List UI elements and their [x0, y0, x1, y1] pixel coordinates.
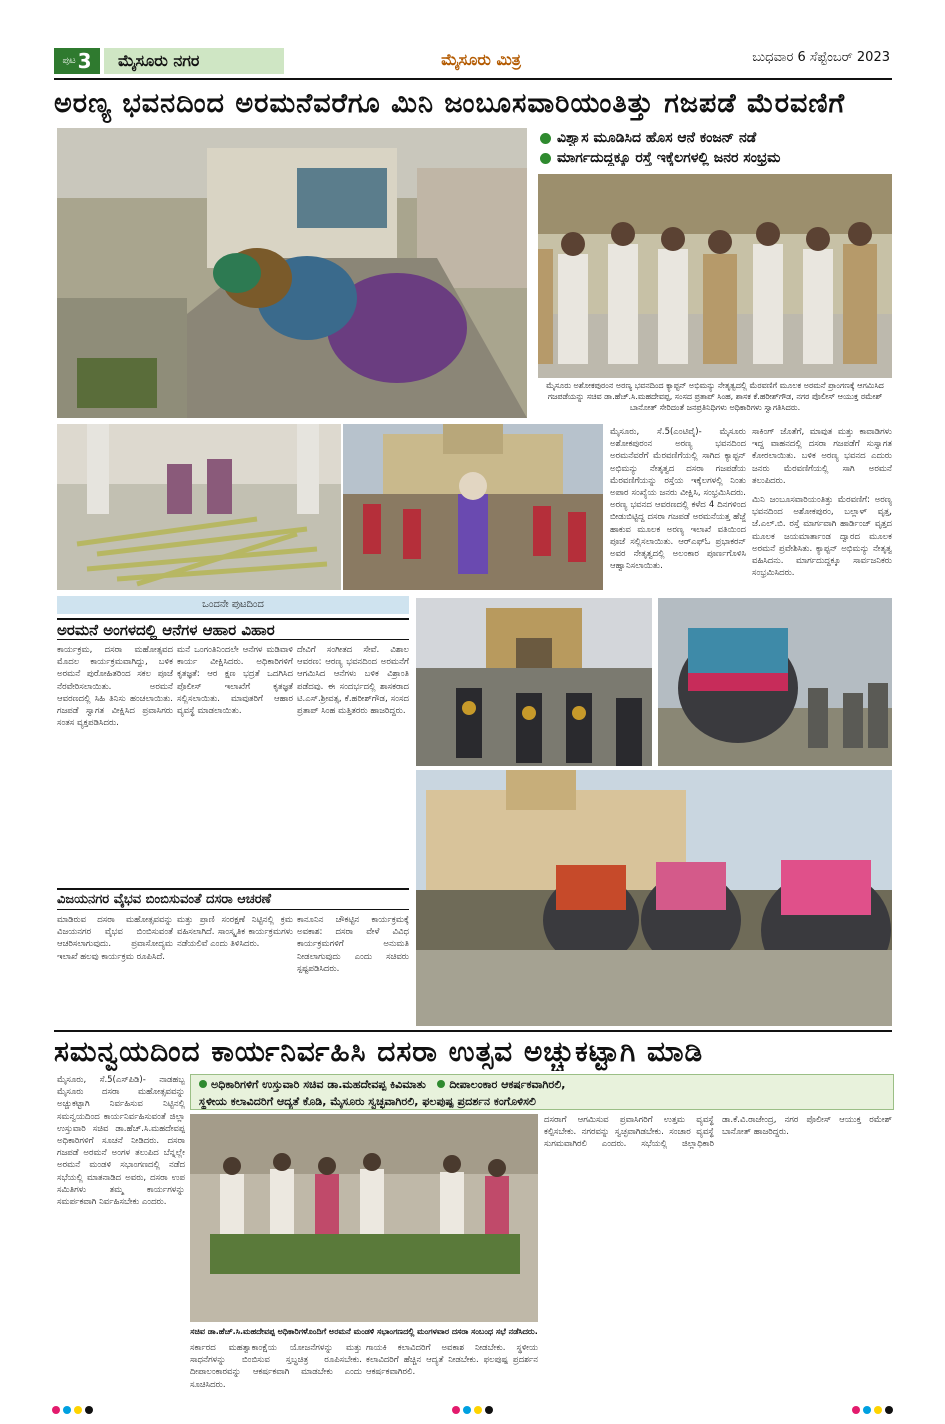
section-title: ಮೈಸೂರು ನಗರ — [104, 48, 284, 74]
newspaper-logo: ಮೈಸೂರು ಮಿತ್ರ — [441, 50, 521, 69]
lead-body-col-2b: ಮಿನಿ ಜಂಬೂಸವಾರಿಯಂತಿತ್ತು ಮೆರವಣಿಗೆ: ಅರಣ್ಯ ಭವನದಿಂದ ಅಶೋಕಪುರಂ, ಬಲ್ಲಾಳ್ ವೃತ್ತ, ಜೆ.ಎಲ್.ಬಿ. ರಸ್ತೆ ಮಾರ್ಗವಾಗಿ ಹಾರ್ಡಿಂಜ್ ವೃತ್ತದ ಮೂಲಕ ಜಯಮಾರ್ತಾಂಡ ದ್ವಾರದ ಮೂಲಕ ಅರಮನೆ ಪ್ರವೇಶಿಸಿತು. ಕ್ಯಾಪ್ಟನ್ ಅಭಿಮನ್ಯು ನೇತೃತ್ವ ವಹಿಸಿದನು. ಮಾರ್ಗದುದ್ದಕ್ಕೂ ಸಾರ್ವಜನಿಕರು ಸಂಭ್ರಮಿಸಿದರು. — [752, 495, 892, 579]
photo-sugarcane — [57, 424, 341, 590]
story2-headline: ಅರಮನೆ ಅಂಗಳದಲ್ಲಿ ಆನೆಗಳ ಆಹಾರ ವಿಹಾರ — [57, 618, 409, 640]
photo-sugarcane-image — [57, 424, 341, 590]
lead-bullet-1 — [540, 130, 892, 146]
story3-bullet-3: ಸ್ಥಳೀಯ ಕಲಾವಿದರಿಗೆ ಆದ್ಯತೆ ಕೊಡಿ, ಮೈಸೂರು ಸ್ವಚ್ಛವಾಗಿರಲಿ, ಫಲಪುಷ್ಪ ಪ್ರದರ್ಶನ ಕಂಗೊಳಿಸಲಿ — [199, 1095, 536, 1108]
photo-palace-gate-band-image — [416, 598, 652, 766]
photo-decorated-elephant-image — [658, 598, 892, 766]
photo-folk-dancers-image — [343, 424, 603, 590]
story2-col-3: ದೇವಿಗೆ ಸಂಗೀತದ ಸೇವೆ. ವಿಶಾಲ ಆವರಣ: ಆರಣ್ಯ ಭವನದಿಂದ ಅರಮನೆಗೆ ಆಗಮಿಸಿದ ಆನೆಗಳು ಬಳಿಕ ವಿಶ್ರಾಂತಿ ಪಡೆದವು. ಈ ಸಂದರ್ಭದಲ್ಲಿ ಶಾಸಕರಾದ ಟಿ.ಎಸ್.ಶ್ರೀವತ್ಸ, ಕೆ.ಹರೀಶ್‌ಗೌಡ, ಸಂಸದ ಪ್ರತಾಪ್ ಸಿಂಹ ಮತ್ತಿತರರು ಹಾಜರಿದ್ದರು. — [297, 645, 409, 717]
bullet-dot — [199, 1080, 207, 1088]
page-label: ಪುಟ — [62, 56, 76, 66]
lead-body-col-2: ಸಾಕಿಂಗ್ ಜೊತೆಗೆ, ಮಾವುತ ಮತ್ತು ಕಾವಾಡಿಗಳು ಇದ್ದ ವಾಹನದಲ್ಲಿ ದಸರಾ ಗಜಪಡೆಗೆ ಸುಸ್ವಾಗತ ಕೋರಲಾಯಿತು. ಬಳಿಕ ಅರಣ್ಯ ಭವನದ ಎದುರು ಜನರು ಮೆರವಣಿಗೆಯಲ್ಲಿ ಸಾಗಿ ಅರಮನೆ ತಲುಪಿದರು. — [752, 427, 892, 486]
story3-bullet-2: ದೀಪಾಲಂಕಾರ ಆಕರ್ಷಕವಾಗಿರಲಿ, — [449, 1078, 566, 1091]
print-registration-marks-center — [452, 1406, 493, 1414]
bullet-dot — [540, 133, 551, 144]
magenta-mark — [52, 1406, 60, 1414]
yellow-mark — [874, 1406, 882, 1414]
photo-palace-gate-band — [416, 598, 652, 766]
photo-officials-group — [538, 174, 892, 378]
photo-elephant-procession-image — [57, 128, 527, 418]
cyan-mark — [463, 1406, 471, 1414]
yellow-mark — [74, 1406, 82, 1414]
story3-col-1: ಮೈಸೂರು, ಸೆ.5(ಎಸ್‌ಪಿಡಿ)- ನಾಡಹಬ್ಬ ಮೈಸೂರು ದಸರಾ ಮಹೋತ್ಸವವನ್ನು ಅಚ್ಚುಕಟ್ಟಾಗಿ ನಿರ್ವಹಿಸುವ ನಿಟ್ಟಿನಲ್ಲಿ ಸಮನ್ವಯದಿಂದ ಕಾರ್ಯನಿರ್ವಹಿಸುವಂತೆ ಜಿಲ್ಲಾ ಉಸ್ತುವಾರಿ ಸಚಿವ ಡಾ.ಹೆಚ್.ಸಿ.ಮಹದೇವಪ್ಪ ಅಧಿಕಾರಿಗಳಿಗೆ ಸೂಚನೆ ನೀಡಿದರು. ದಸರಾ ಗಜಪಡೆ ಅರಮನೆ ಅಂಗಳ ತಲುಪಿದ ಬೆನ್ನಲ್ಲೇ ಅರಮನೆ ಮಂಡಳಿ ಸಭಾಂಗಣದಲ್ಲಿ ನಡೆದ ಸಭೆಯಲ್ಲಿ ಮಾತನಾಡಿದ ಅವರು, ದಸರಾ ಉಪ ಸಮಿತಿಗಳು ತಮ್ಮ ಕಾರ್ಯಗಳನ್ನು ಸಮರ್ಪಕವಾಗಿ ನಿರ್ವಹಿಸಬೇಕು ಎಂದರು. — [57, 1075, 185, 1208]
lead-bullet-1-text: ವಿಶ್ವಾಸ ಮೂಡಿಸಿದ ಹೊಸ ಆನೆ ಕಂಜನ್ ನಡೆ — [557, 130, 757, 146]
black-mark — [485, 1406, 493, 1414]
story3-bullets-bar — [190, 1074, 894, 1110]
story3-col-4: ದಸರಾಗೆ ಆಗಮಿಸುವ ಪ್ರವಾಸಿಗರಿಗೆ ಉತ್ತಮ ವ್ಯವಸ್ಥೆ ಕಲ್ಪಿಸಬೇಕು. ನಗರವನ್ನು ಸ್ವಚ್ಛವಾಗಿಡಬೇಕು. ಸಂಚಾರ ವ್ಯವಸ್ಥೆ ಸುಗಮವಾಗಿರಲಿ ಎಂದರು. ಸಭೆಯಲ್ಲಿ ಜಿಲ್ಲಾಧಿಕಾರಿ ಡಾ.ಕೆ.ವಿ.ರಾಜೇಂದ್ರ, ನಗರ ಪೊಲೀಸ್ ಆಯುಕ್ತ ರಮೇಶ್ ಬಾನೋತ್ ಹಾಜರಿದ್ದರು. — [544, 1115, 892, 1150]
photo-folk-dancers — [343, 424, 603, 590]
black-mark — [885, 1406, 893, 1414]
lead-bullet-2 — [540, 150, 892, 166]
story3-headline: ಸಮನ್ವಯದಿಂದ ಕಾರ್ಯನಿರ್ವಹಿಸಿ ದಸರಾ ಉತ್ಸವ ಅಚ್ಚುಕಟ್ಟಾಗಿ ಮಾಡಿ — [54, 1035, 704, 1068]
photo-dasara-meeting — [190, 1114, 538, 1322]
photo-palace-elephants — [416, 770, 892, 1026]
bullet-dot — [540, 153, 551, 164]
photo-officials-image — [538, 174, 892, 378]
story2-col-2: ಮನೆ ಒಂಗಂತಿನಿಂದಲೇ ಆನೆಗಳ ಮಡಿವಾಳಿ ಕಾರ್ಯ ವೀಕ್ಷಿಸಿದರು. ಅಧಿಕಾರಿಗಳಿಗೆ ಕೃತಜ್ಞತೆ: ಆರ ಕ್ಷಣ ಭದ್ರತೆ ಒದಗಿಸಿದ ಪೊಲೀಸ್ ಇಲಾಖೆಗೆ ಕೃತಜ್ಞತೆ ಸಲ್ಲಿಸಲಾಯಿತು. ಮಾವುತರಿಗೆ ಆಹಾರ ವ್ಯವಸ್ಥೆ ಮಾಡಲಾಯಿತು. — [177, 645, 293, 717]
photo-dasara-meeting-image — [190, 1114, 538, 1322]
bullet-dot — [437, 1080, 445, 1088]
yellow-mark — [474, 1406, 482, 1414]
officials-photo-caption: ಮೈಸೂರು ಅಶೋಕಪುರಂನ ಅರಣ್ಯ ಭವನದಿಂದ ಕ್ಯಾಪ್ಟನ್ ಅಭಿಮನ್ಯು ನೇತೃತ್ವದಲ್ಲಿ ಮೆರವಣಿಗೆ ಮೂಲಕ ಅರಮನೆ ಪ್ರಾಂಗಣಕ್ಕೆ ಆಗಮಿಸಿದ ಗಜಪಡೆಯನ್ನು ಸಚಿವ ಡಾ.ಹೆಚ್.ಸಿ.ಮಹದೇವಪ್ಪ, ಸಂಸದ ಪ್ರತಾಪ್ ಸಿಂಹ, ಶಾಸಕ ಕೆ.ಹರೀಶ್‌ಗೌಡ, ನಗರ ಪೊಲೀಸ್ ಆಯುಕ್ತ ರಮೇಶ್ ಬಾನೋತ್ ಸೇರಿದಂತೆ ಜನಪ್ರತಿನಿಧಿಗಳು ಅಧಿಕಾರಿಗಳು ಸ್ವಾಗತಿಸಿದರು. — [546, 381, 884, 412]
magenta-mark — [852, 1406, 860, 1414]
meeting-photo-caption: ಸಚಿವ ಡಾ.ಹೆಚ್.ಸಿ.ಮಹದೇವಪ್ಪ ಅಧಿಕಾರಿಗಳೊಂದಿಗೆ ಅರಮನೆ ಮಂಡಳಿ ಸಭಾಂಗಣದಲ್ಲಿ ಮಂಗಳವಾರ ದಸರಾ ಸಂಬಂಧ ಸಭೆ ನಡೆಸಿದರು. — [190, 1327, 538, 1336]
header-rule — [54, 78, 892, 80]
lead-bullet-2-text: ಮಾರ್ಗದುದ್ದಕ್ಕೂ ರಸ್ತೆ ಇಕ್ಕೆಲಗಳಲ್ಲಿ ಜನರ ಸಂಭ್ರಮ — [557, 150, 781, 166]
photo-elephant-procession — [57, 128, 527, 418]
photo-decorated-elephant — [658, 598, 892, 766]
story2-col-4: ಮಾಡಿರುವ ದಸರಾ ಮಹೋತ್ಸವವನ್ನು ವಿಜಯನಗರ ವೈಭವ ಬಿಂಬಿಸುವಂತೆ ಆಚರಿಸಲಾಗುವುದು. ಪ್ರವಾಸೋದ್ಯಮ ಇಲಾಖೆ ಹಲವು ಕಾರ್ಯಕ್ರಮ ರೂಪಿಸಿದೆ. — [57, 915, 173, 962]
page-number: 3 — [77, 49, 92, 73]
story2-subheadline: ವಿಜಯನಗರ ವೈಭವ ಬಿಂಬಿಸುವಂತೆ ದಸರಾ ಆಚರಣೆ — [57, 888, 409, 910]
story3-col-3: ಗಾಯಕಿ ಕಲಾವಿದರಿಗೆ ಅವಕಾಶ ನೀಡಬೇಕು. ಸ್ಥಳೀಯ ಕಲಾವಿದರಿಗೆ ಹೆಚ್ಚಿನ ಆದ್ಯತೆ ನೀಡಬೇಕು. ಫಲಪುಷ್ಪ ಪ್ರದರ್ಶನ ಆಕರ್ಷಕವಾಗಿರಲಿ. — [366, 1343, 538, 1378]
lead-headline: ಅರಣ್ಯ ಭವನದಿಂದ ಅರಮನೆವರೆಗೂ ಮಿನಿ ಜಂಬೂಸವಾರಿಯಂತಿತ್ತು ಗಜಪಡೆ ಮೆರವಣಿಗೆ — [54, 88, 846, 119]
page-number-box — [54, 48, 100, 74]
lead-body-col-1: ಮೈಸೂರು, ಸೆ.5(ಎಂಟಿವೈ)- ಮೈಸೂರು ಅಶೋಕಪುರಂನ ಅರಣ್ಯ ಭವನದಿಂದ ಅರಮನೆವರೆಗೆ ಮೆರವಣಿಗೆಯಲ್ಲಿ ಸಾಗಿದ ಕ್ಯಾಪ್ಟನ್ ಅಭಿಮನ್ಯು ನೇತೃತ್ವದ ದಸರಾ ಗಜಪಡೆಯ ಮೆರವಣಿಗೆಯನ್ನು ರಸ್ತೆಯ ಇಕ್ಕೆಲಗಳಲ್ಲಿ ನಿಂತು ಅಪಾರ ಸಂಖ್ಯೆಯ ಜನರು ವೀಕ್ಷಿಸಿ, ಸಂಭ್ರಮಿಸಿದರು. ಅರಣ್ಯ ಭವನದ ಆವರಣದಲ್ಲಿ ಕಳೆದ 4 ದಿನಗಳಿಂದ ಬೀಡುಬಿಟ್ಟಿದ್ದ ದಸರಾ ಗಜಪಡೆ ಅರಮನೆಯತ್ತ ಹೆಜ್ಜೆ ಹಾಕುವ ಮೂಲಕ ಅರಣ್ಯ ಇಲಾಖೆ ವತಿಯಿಂದ ಪೂಜೆ ಸಲ್ಲಿಸಲಾಯಿತು. ಆರ್‌ಎಫ್‌ಓ ಪ್ರಭಾಕರನ್ ಅವರ ನೇತೃತ್ವದಲ್ಲಿ ಅಲಂಕಾರ ಪೂರ್ಣಗೊಳಿಸಿ ಆಹ್ವಾನಿಸಲಾಯಿತು. — [610, 427, 746, 572]
print-registration-marks-left — [52, 1406, 93, 1414]
story2-col-1: ಕಾರ್ಯಕ್ರಮ, ದಸರಾ ಮಹೋತ್ಸವದ ಮೊದಲ ಕಾರ್ಯಕ್ರಮವಾಗಿದ್ದು, ಬಳಿಕ ಅರಮನೆ ಪುರೋಹಿತರಿಂದ ಸಕಲ ಪೂಜೆ ನೆರವೇರಿಸಲಾಯಿತು. ಅರಮನೆ ಆವರಣದಲ್ಲಿ ಸಿಹಿ ತಿನಿಸು ಹಂಚಲಾಯಿತು. ಗಜಪಡೆ ಸ್ವಾಗತ ವೀಕ್ಷಿಸಿದ ಪ್ರವಾಸಿಗರು ಸಂತಸ ವ್ಯಕ್ತಪಡಿಸಿದರು. — [57, 645, 173, 729]
story2-col-6: ಕಾನೂನಿನ ಚೌಕಟ್ಟಿನ ಕಾರ್ಯಕ್ರಮಕ್ಕೆ ಅವಕಾಶ: ದಸರಾ ವೇಳೆ ವಿವಿಧ ಕಾರ್ಯಕ್ರಮಗಳಿಗೆ ಅನುಮತಿ ನೀಡಲಾಗುವುದು ಎಂದು ಸಚಿವರು ಸ್ಪಷ್ಟಪಡಿಸಿದರು. — [297, 915, 409, 974]
cyan-mark — [63, 1406, 71, 1414]
issue-date: ಬುಧವಾರ 6 ಸೆಪ್ಟೆಂಬರ್ 2023 — [752, 50, 890, 65]
story3-bullet-1: ಅಧಿಕಾರಿಗಳಿಗೆ ಉಸ್ತುವಾರಿ ಸಚಿವ ಡಾ.ಮಹದೇವಪ್ಪ ಕಿವಿಮಾತು — [211, 1078, 426, 1091]
photo-palace-elephants-image — [416, 770, 892, 1026]
story3-top-rule — [54, 1030, 892, 1032]
cyan-mark — [863, 1406, 871, 1414]
story3-col-2: ಸರ್ಕಾರದ ಮಹತ್ವಾಕಾಂಕ್ಷೆಯ ಯೋಜನೆಗಳನ್ನು ಮತ್ತು ಸಾಧನೆಗಳನ್ನು ಬಿಂಬಿಸುವ ಸ್ತಬ್ಧಚಿತ್ರ ರೂಪಿಸಬೇಕು. ದೀಪಾಲಂಕಾರವನ್ನು ಆಕರ್ಷಕವಾಗಿ ಮಾಡಬೇಕು ಎಂದು ಸೂಚಿಸಿದರು. — [190, 1343, 362, 1390]
black-mark — [85, 1406, 93, 1414]
continued-kicker: ಒಂದನೇ ಪುಟದಿಂದ — [57, 596, 409, 614]
print-registration-marks-right — [852, 1406, 893, 1414]
story2-col-5: ಮತ್ತು ಪ್ರಾಣಿ ಸಂರಕ್ಷಣೆ ನಿಟ್ಟಿನಲ್ಲಿ ಕ್ರಮ ವಹಿಸಲಾಗಿದೆ. ಸಾಂಸ್ಕೃತಿಕ ಕಾರ್ಯಕ್ರಮಗಳು ನಡೆಯಲಿವೆ ಎಂದು ತಿಳಿಸಿದರು. — [177, 915, 293, 950]
magenta-mark — [452, 1406, 460, 1414]
